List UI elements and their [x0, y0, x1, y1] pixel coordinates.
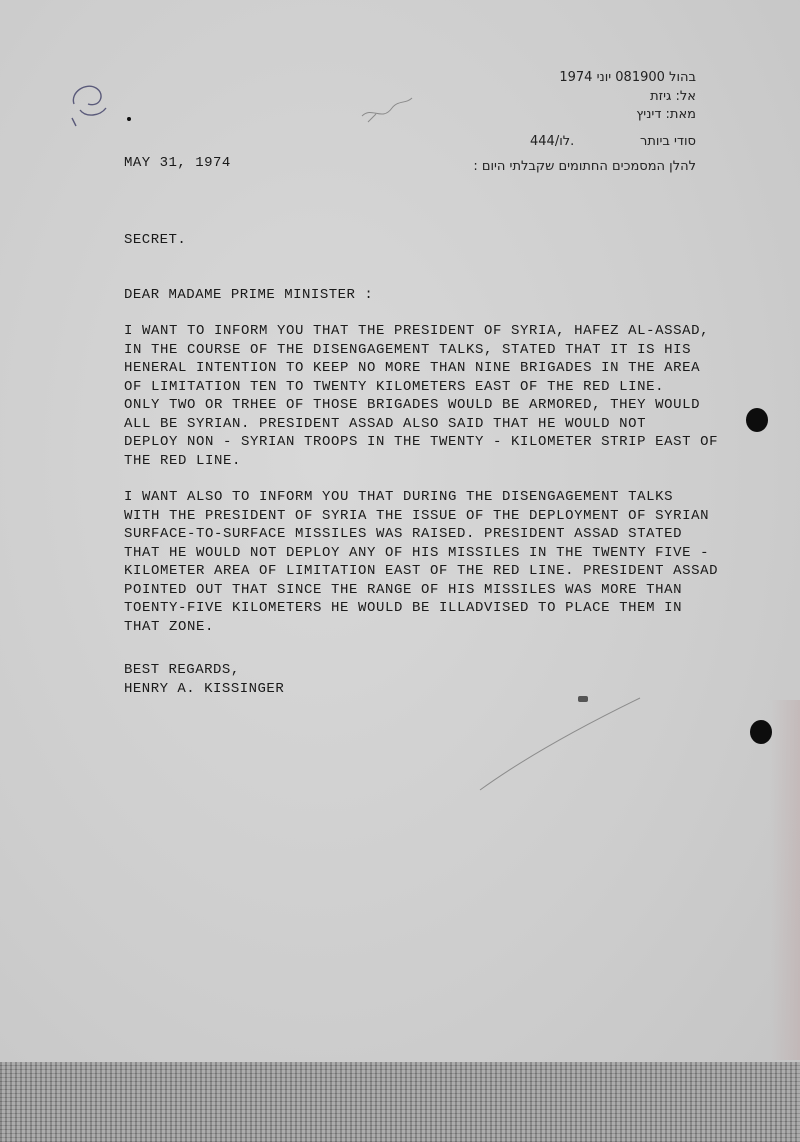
paragraph-line: TOENTY-FIVE KILOMETERS HE WOULD BE ILLADVISED TO PLACE THEM IN: [124, 600, 683, 616]
punch-hole-bottom: [750, 720, 772, 744]
paragraph-line: DEPLOY NON - SYRIAN TROOPS IN THE TWENTY - KILOMETER STRIP EAST OF: [124, 434, 719, 450]
paragraph-line: SURFACE-TO-SURFACE MISSILES WAS RAISED. PRESIDENT ASSAD STATED: [124, 526, 683, 542]
paragraph-line: ONLY TWO OR TRHEE OF THOSE BRIGADES WOULD BE ARMORED, THEY WOULD: [124, 397, 701, 413]
paragraph-line: I WANT TO INFORM YOU THAT THE PRESIDENT OF SYRIA, HAFEZ AL-ASSAD,: [124, 323, 710, 339]
paragraph-line: HENERAL INTENTION TO KEEP NO MORE THAN NINE BRIGADES IN THE AREA: [124, 360, 701, 376]
pencil-mark-icon: [358, 92, 418, 128]
header-urgency-line: בהול 081900 יוני 1974: [559, 70, 696, 85]
paragraph-line: WITH THE PRESIDENT OF SYRIA THE ISSUE OF THE DEPLOYMENT OF SYRIAN: [124, 507, 710, 524]
handwritten-annotation-icon: [66, 74, 112, 130]
paragraph-line: THAT HE WOULD NOT DEPLOY ANY OF HIS MISSILES IN THE TWENTY FIVE -: [124, 544, 710, 561]
paper-edge-stain: [770, 700, 800, 1060]
paragraph-1: [124, 322, 718, 470]
letter-closing: BEST REGARDS,: [124, 662, 240, 678]
letter-salutation: DEAR MADAME PRIME MINISTER :: [124, 287, 374, 303]
header-classification-hebrew: סודי ביותר: [640, 134, 696, 149]
letter-signature: HENRY A. KISSINGER: [124, 681, 285, 697]
pencil-stroke: [476, 694, 646, 794]
paragraph-line: OF LIMITATION TEN TO TWENTY KILOMETERS EAST OF THE RED LINE.: [124, 378, 665, 395]
ink-smudge: [578, 696, 588, 702]
scan-noise-band: [0, 1062, 800, 1142]
paragraph-line: THE RED LINE.: [124, 452, 242, 469]
header-reference-number: לו/444.: [530, 134, 575, 149]
paragraph-line: THAT ZONE.: [124, 618, 215, 635]
header-to-line: אל: גיזת: [650, 89, 696, 104]
punch-hole-top: [746, 408, 768, 432]
header-from-line: מאת: דיניץ: [636, 107, 696, 122]
letter-date: MAY 31, 1974: [124, 155, 231, 171]
paragraph-line: I WANT ALSO TO INFORM YOU THAT DURING THE DISENGAGEMENT TALKS: [124, 489, 674, 505]
paragraph-line: IN THE COURSE OF THE DISENGAGEMENT TALKS, STATED THAT IT IS HIS: [124, 341, 692, 358]
paragraph-line: POINTED OUT THAT SINCE THE RANGE OF HIS MISSILES WAS MORE THAN: [124, 581, 683, 598]
header-intro-line: להלן המסמכים החתומים שקבלתי היום :: [473, 159, 696, 174]
paragraph-2: [124, 488, 718, 636]
paragraph-line: ALL BE SYRIAN. PRESIDENT ASSAD ALSO SAID THAT HE WOULD NOT: [124, 415, 647, 432]
letter-classification: SECRET.: [124, 232, 187, 248]
paragraph-line: KILOMETER AREA OF LIMITATION EAST OF THE RED LINE. PRESIDENT ASSAD: [124, 563, 719, 579]
ink-dot: [127, 117, 131, 121]
